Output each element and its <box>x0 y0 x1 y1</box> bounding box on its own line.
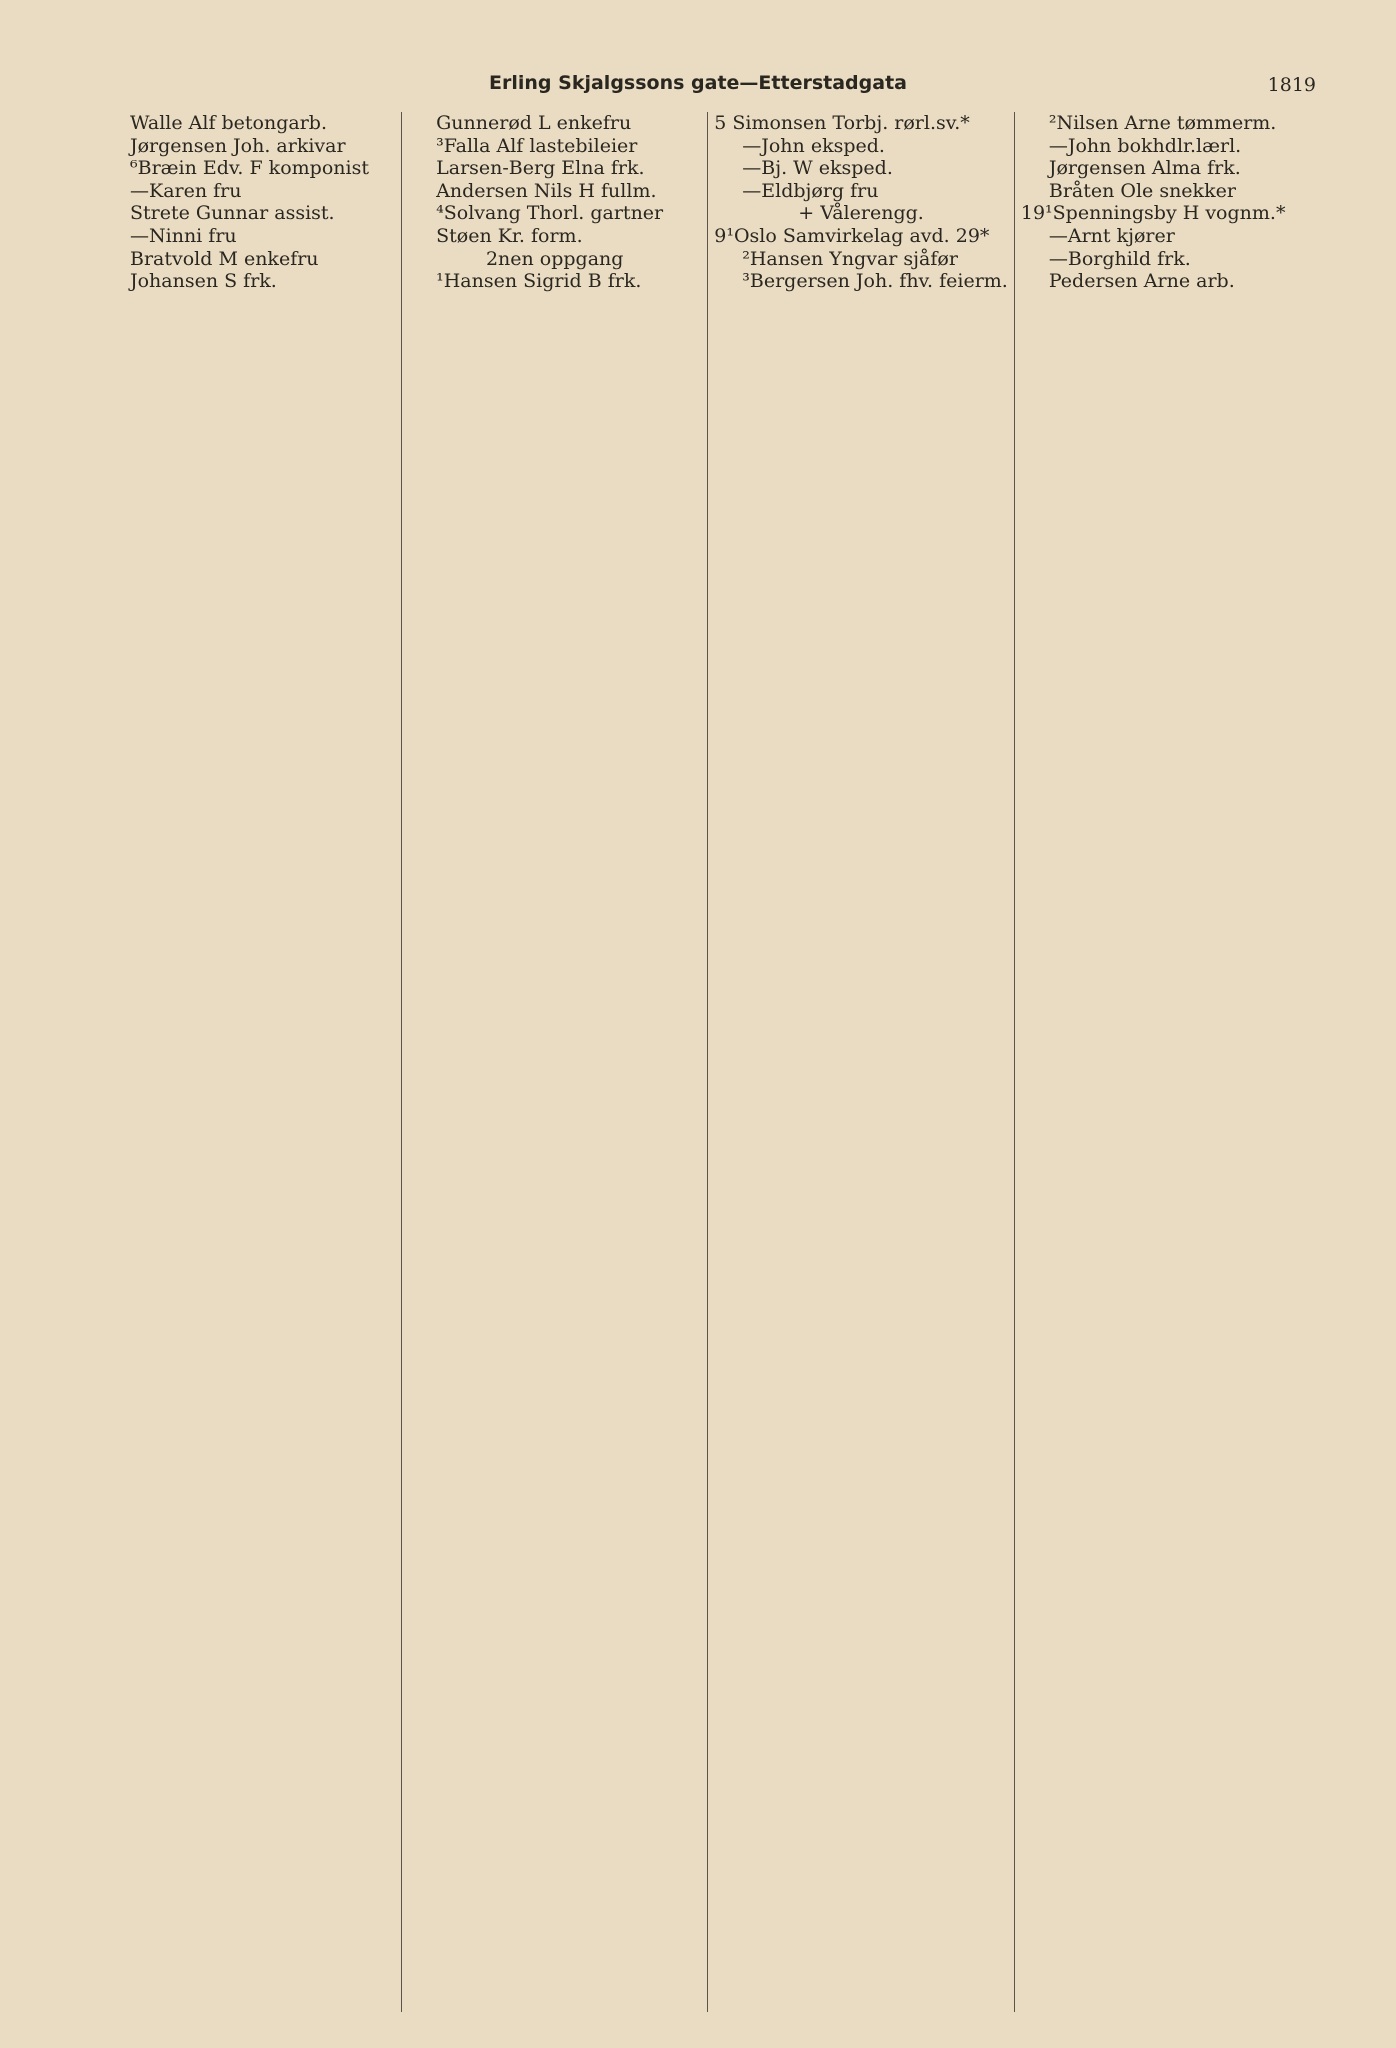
directory-line: —Arnt kjører <box>1048 224 1175 247</box>
directory-line: Gunnerød L enkefru <box>436 112 632 134</box>
directory-line: 5 Simonsen Torbj. rørl.sv.* <box>714 112 970 134</box>
directory-line: Jørgensen Joh. arkivar <box>130 134 346 157</box>
directory-line: —John bokhdlr.lærl. <box>1048 134 1242 157</box>
directory-line: ²Nilsen Arne tømmerm. <box>1048 112 1277 134</box>
directory-line: —Borghild frk. <box>1048 247 1191 270</box>
column-3 <box>708 112 1015 2012</box>
directory-line: Larsen-Berg Elna frk. <box>436 157 645 180</box>
directory-line: 2nen oppgang <box>485 247 624 270</box>
directory-line: ¹Hansen Sigrid B frk. <box>436 270 642 293</box>
directory-line: Bratvold M enkefru <box>130 247 319 270</box>
directory-line: Pedersen Arne arb. <box>1048 270 1235 293</box>
column-4 <box>1015 112 1320 2012</box>
directory-line: + Vålerengg. <box>798 202 924 225</box>
column-1 <box>96 112 402 2012</box>
directory-line: —Bj. W eksped. <box>742 157 893 180</box>
directory-line: Johansen S frk. <box>130 270 277 293</box>
directory-line: ³Bergersen Joh. fhv. feierm. <box>742 270 1008 293</box>
page-title: Erling Skjalgssons gate—Etterstadgata <box>489 72 907 94</box>
directory-line: Andersen Nils H fullm. <box>436 179 657 202</box>
directory-line: ⁶Bræin Edv. F komponist <box>130 157 369 180</box>
directory-line: ³Falla Alf lastebileier <box>436 134 638 157</box>
directory-line: Walle Alf betongarb. <box>130 112 328 134</box>
columns <box>96 112 1320 2012</box>
page-number: 1819 <box>1267 74 1316 96</box>
directory-line: Støen Kr. form. <box>436 224 583 247</box>
directory-line: ²Hansen Yngvar sjåfør <box>742 247 958 270</box>
directory-line: ⁴Solvang Thorl. gartner <box>436 202 664 225</box>
directory-line: —John eksped. <box>742 134 885 157</box>
directory-line: —Eldbjørg fru <box>742 179 879 202</box>
directory-line: Jørgensen Alma frk. <box>1048 157 1241 180</box>
directory-line: —Karen fru <box>130 179 242 202</box>
directory-line: —Ninni fru <box>130 224 237 247</box>
directory-line: 19¹Spenningsby H vognm.* <box>1020 202 1286 225</box>
directory-line: Strete Gunnar assist. <box>130 202 335 225</box>
directory-line: 9¹Oslo Samvirkelag avd. 29* <box>714 224 990 247</box>
directory-line: Bråten Ole snekker <box>1048 179 1236 202</box>
column-2 <box>402 112 708 2012</box>
